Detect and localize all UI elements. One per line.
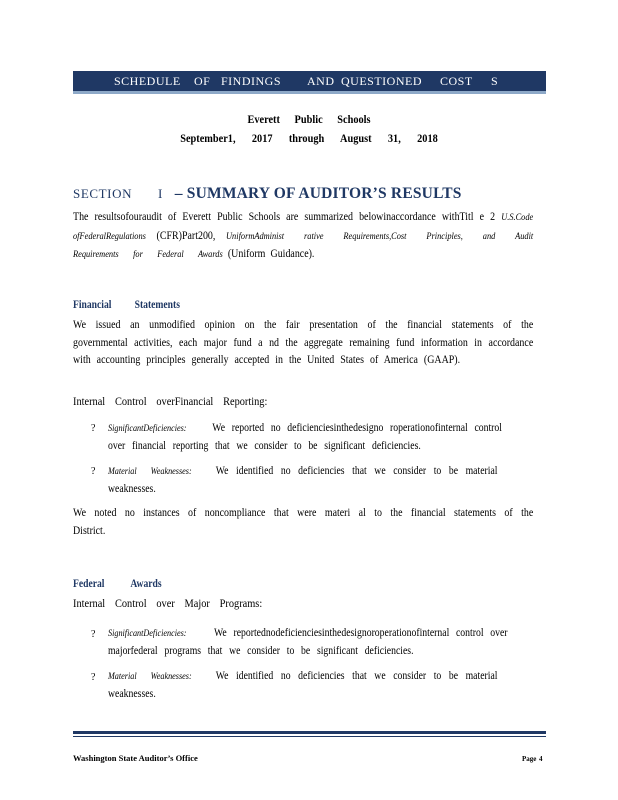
federal-significant-deficiencies-item [108, 625, 521, 660]
federal-awards-heading: Federal Awards [73, 576, 162, 590]
intro-paragraph [73, 209, 533, 265]
item-label: Material Weaknesses: [108, 467, 192, 477]
footer-rule-thin [73, 736, 546, 737]
audit-period: September1, 2017 through August 31, 2018 [180, 131, 438, 145]
schedule-title-banner [73, 71, 546, 94]
item-label: SignificantDeficiencies: [108, 629, 187, 639]
item-text: We identified no deficiencies that we consider to be material weaknesses. [108, 670, 498, 700]
item-text: We identified no deficiencies that we consider to be material weaknesses. [108, 465, 498, 495]
banner-word: AND [307, 74, 335, 88]
footer-rule [73, 731, 546, 734]
entity-name: Everett Public Schools [247, 112, 371, 126]
section-heading [73, 185, 553, 203]
banner-word: S [491, 74, 499, 88]
compliance-paragraph: We noted no instances of noncompliance that were materi al to the financial statements of the District. [73, 507, 534, 537]
banner-word: QUESTIONED [341, 74, 422, 88]
bullet-icon: ? [91, 423, 96, 434]
financial-statements-heading: Financial Statements [73, 297, 180, 311]
footer-page-number: 4 [539, 755, 543, 763]
section-label: SECTION I [73, 186, 163, 201]
section-title: – SUMMARY OF AUDITOR’S RESULTS [174, 185, 462, 202]
footer-office-name: Washington State Auditor’s Office [73, 753, 198, 763]
federal-material-weaknesses-item [108, 668, 521, 703]
financial-opinion-paragraph: We issued an unmodified opinion on the fair presentation of the financial statements of the governmental activities, each major fund a nd the aggregate remaining fund information in accordance with accounting principles generally accepted in the United States of America (GAAP). [73, 319, 534, 367]
federal-internal-control-heading: Internal Control over Major Programs: [73, 598, 263, 610]
intro-text-end: (Uniform Guidance). [222, 248, 315, 261]
intro-italic-guidance: UniformAdminist rative Requirements,Cost Principles, and Audit Requirements for Federal Awards [73, 231, 534, 261]
financial-significant-deficiencies-item [108, 420, 521, 455]
banner-word: FINDINGS [221, 74, 282, 88]
bullet-icon: ? [91, 466, 96, 477]
bullet-icon: ? [91, 672, 96, 683]
financial-material-weaknesses-item [108, 463, 521, 498]
banner-word: COST [440, 74, 473, 88]
intro-text-mid: (CFR)Part200, [145, 229, 227, 242]
item-text: We reportednodeficienciesinthedesignoroperationofinternal control over majorfederal programs that we consider to be significant deficiencies. [108, 627, 508, 657]
item-label: Material Weaknesses: [108, 672, 192, 682]
financial-internal-control-heading: Internal Control overFinancial Reporting: [73, 396, 268, 408]
banner-word: SCHEDULE [114, 74, 181, 88]
intro-text-start: The resultsofouraudit of Everett Public Schools are summarized belowinaccordance withTitl e 2 [73, 211, 502, 223]
intro-italic-cfr: U.S.Code ofFederalRegulations [73, 213, 534, 242]
item-text: We reported no deficienciesinthedesigno roperationofinternal control over financial reporting that we consider to be significant deficiencies. [108, 422, 502, 452]
bullet-icon: ? [91, 629, 96, 640]
item-label: SignificantDeficiencies: [108, 424, 187, 434]
banner-word: OF [194, 74, 211, 88]
footer-page-label: Page [522, 755, 537, 763]
